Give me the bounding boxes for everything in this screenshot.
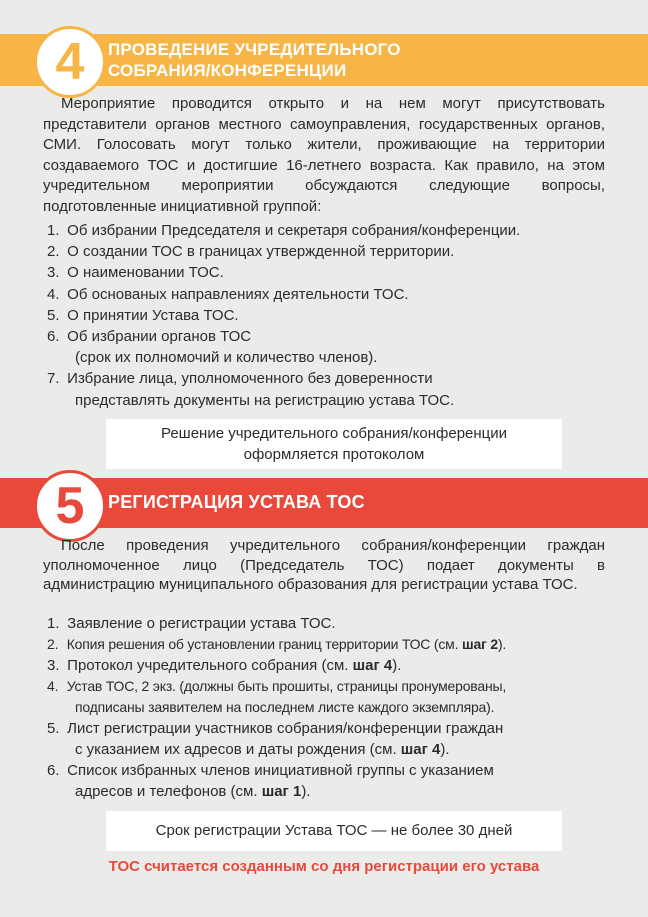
step-5-number-badge: 5 xyxy=(34,470,106,542)
note-line-2: оформляется протоколом xyxy=(243,446,425,463)
list-item: 4. Устав ТОС, 2 экз. (должны быть прошиты, страницы пронумерованы, подписаны заявителем на последнем листе каждого экземпляра). xyxy=(47,678,507,715)
list-item: 5. Лист регистрации участников собрания/конференции граждан с указанием их адресов и даты рождения (см. шаг 4). xyxy=(47,720,504,758)
list-item: 7. Избрание лица, уполномоченного без доверенности представлять документы на регистрацию устава ТОС. xyxy=(47,370,455,409)
step-reference: шаг 4 xyxy=(400,741,441,758)
list-item: 4. Об основаных направлениях деятельности ТОС. xyxy=(47,285,409,303)
step-reference: шаг 2 xyxy=(461,636,498,652)
list-item: 1. Заявление о регистрации устава ТОС. xyxy=(47,615,336,632)
section-4-note-box xyxy=(106,419,562,469)
section-4-list xyxy=(47,220,617,411)
final-statement: ТОС считается созданным со дня регистрации его устава xyxy=(108,858,540,875)
list-item: 6. Об избрании органов ТОС (срок их полномочий и количество членов). xyxy=(47,328,378,367)
step-reference: шаг 1 xyxy=(261,783,302,800)
section-5-intro: После проведения учредительного собрания/конференции граждан уполномоченное лицо (Председатель ТОС) подает документы в администрацию муниципального образования для регистрации устава ТОС. xyxy=(43,537,605,594)
section-5-list xyxy=(47,613,617,802)
list-item: 5. О принятии Устава ТОС. xyxy=(47,306,239,324)
list-item: 2. О создании ТОС в границах утвержденной территории. xyxy=(47,243,455,261)
list-item: 1. Об избрании Председателя и секретаря собрания/конференции. xyxy=(47,222,521,239)
list-item: 3. О наименовании ТОС. xyxy=(47,264,224,282)
section-5-title: РЕГИСТРАЦИЯ УСТАВА ТОС xyxy=(108,492,365,512)
list-item: 6. Список избранных членов инициативной группы с указанием адресов и телефонов (см. шаг 1). xyxy=(47,762,494,800)
note-line-1: Решение учредительного собрания/конференции xyxy=(160,425,508,442)
step-reference: шаг 4 xyxy=(352,657,393,674)
list-item: 3. Протокол учредительного собрания (см. шаг 4). xyxy=(47,657,402,674)
section-4-title-line1: ПРОВЕДЕНИЕ УЧРЕДИТЕЛЬНОГО xyxy=(108,40,401,59)
list-item: 2. Копия решения об установлении границ территории ТОС (см. шаг 2). xyxy=(47,636,507,652)
section-4-title-line2: СОБРАНИЯ/КОНФЕРЕНЦИИ xyxy=(108,61,347,80)
section-4-intro: Мероприятие проводится открыто и на нем могут присутствовать представители органов местного самоуправления, государственных органов, СМИ. Голосовать могут только жители, проживающие на территории создаваемого ТОС и достигшие 16-летнего возраста. Как правило, на этом учредительном мероприятии обсуждаются следующие вопросы, подготовленные инициативной группой: xyxy=(43,95,605,215)
section-4-title xyxy=(108,39,401,81)
step-4-number-badge: 4 xyxy=(34,26,106,98)
section-5-note-box: Срок регистрации Устава ТОС — не более 30 дней xyxy=(106,811,562,851)
